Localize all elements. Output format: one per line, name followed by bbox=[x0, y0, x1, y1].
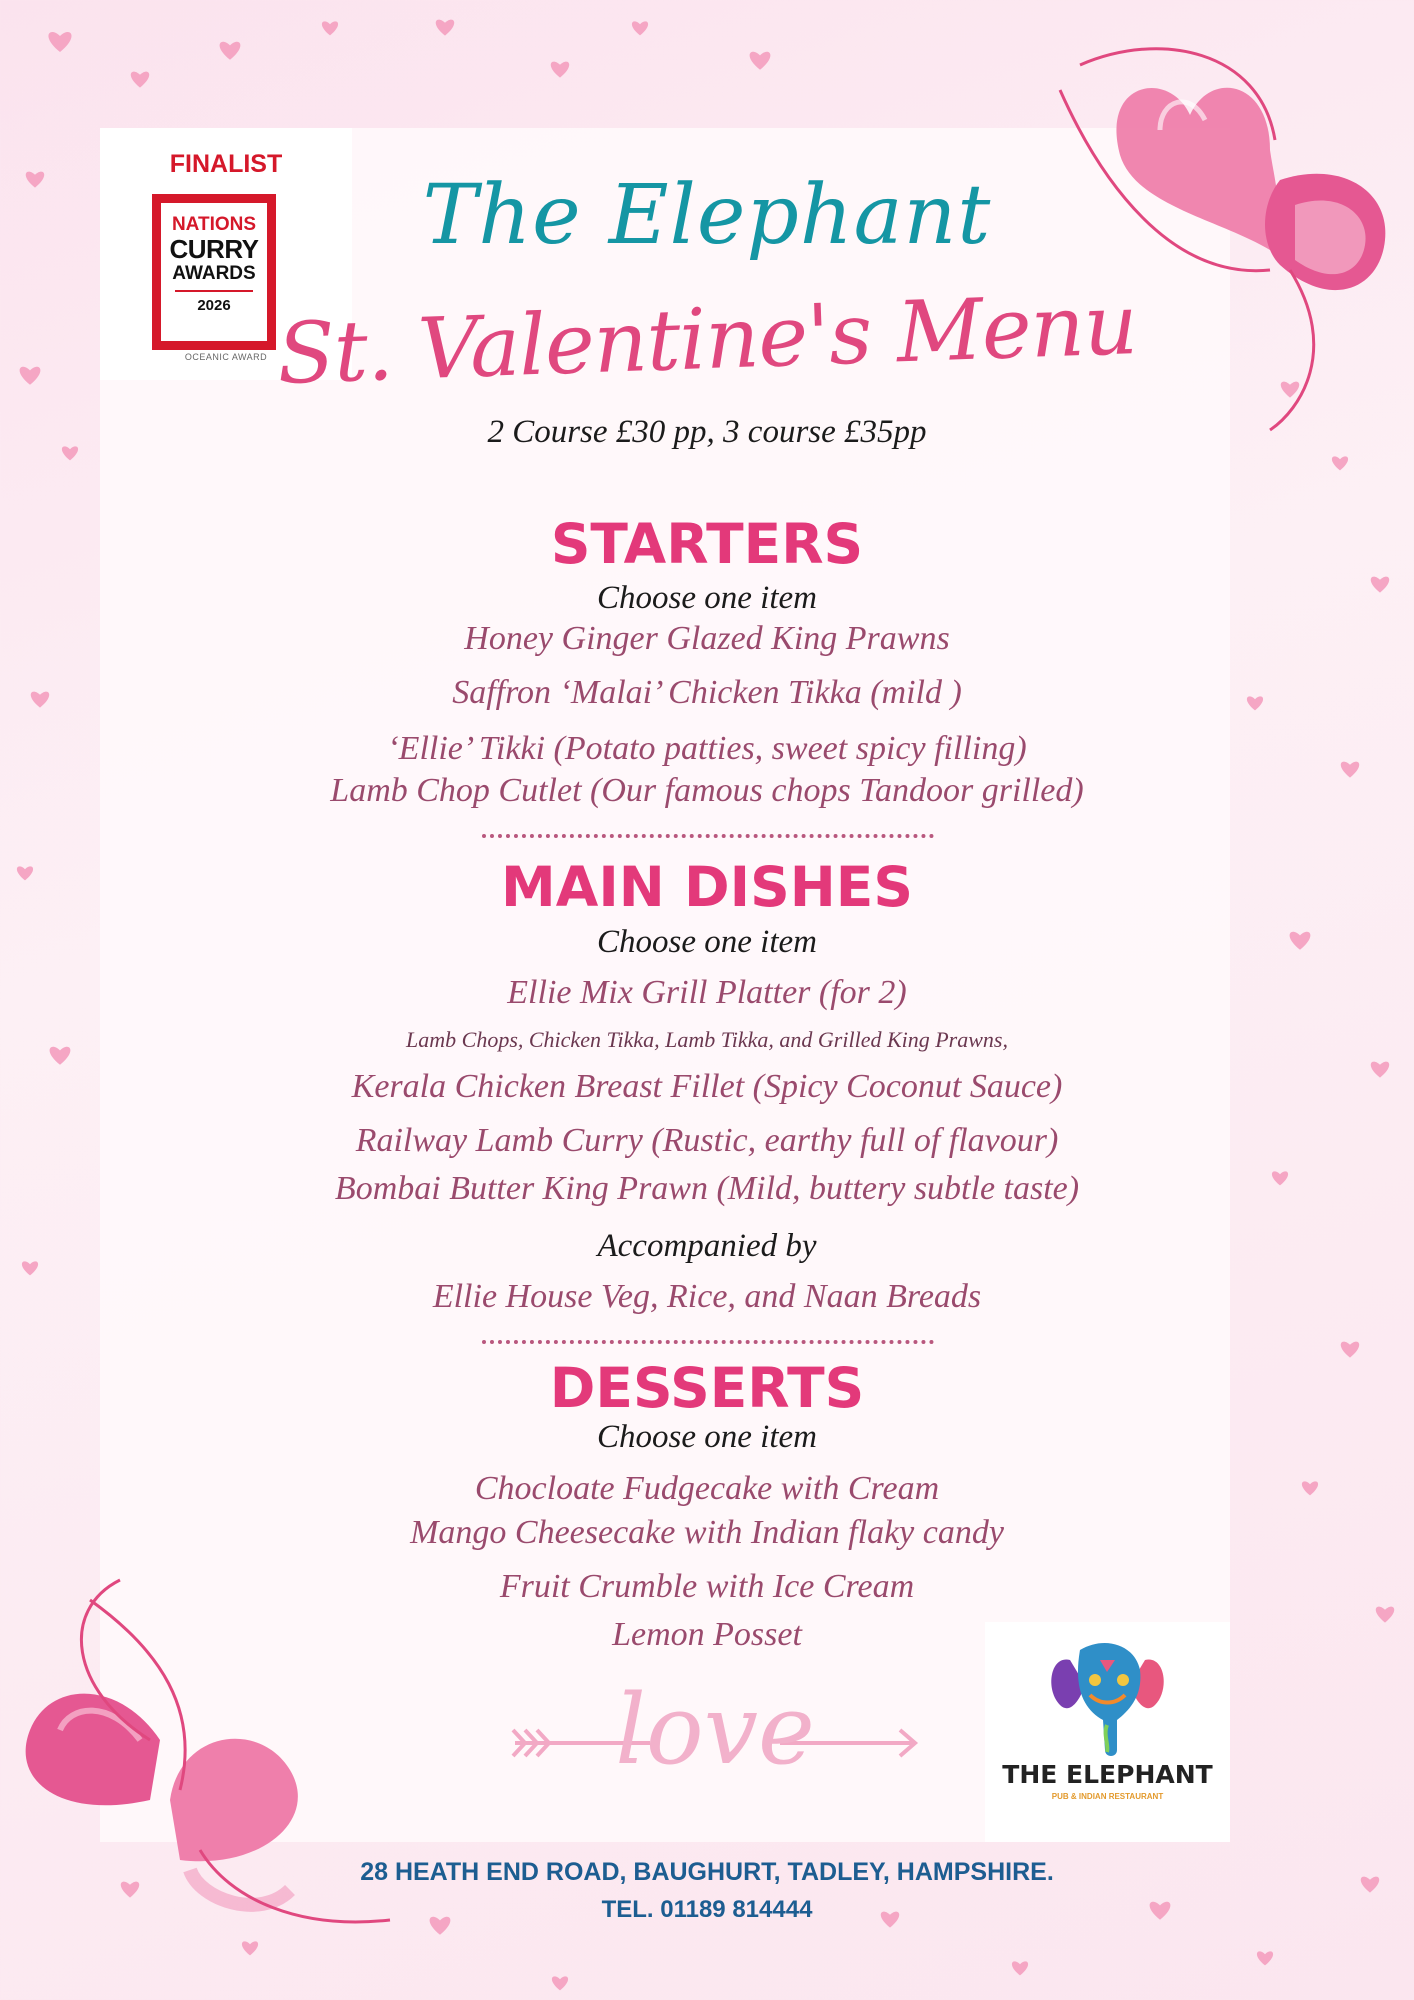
restaurant-title: The Elephant bbox=[422, 168, 992, 263]
desserts-heading: DESSERTS bbox=[549, 1356, 865, 1420]
award-year: 2026 bbox=[197, 297, 231, 314]
starters-heading: STARTERS bbox=[550, 512, 864, 576]
starter-item: ‘Ellie’ Tikki (Potato patties, sweet spicy filling) bbox=[387, 730, 1027, 767]
finalist-label: FINALIST bbox=[169, 150, 283, 178]
desserts-choose-label: Choose one item bbox=[597, 1419, 817, 1455]
mains-choose-label: Choose one item bbox=[597, 924, 817, 960]
main-item: Railway Lamb Curry (Rustic, earthy full of flavour) bbox=[355, 1122, 1059, 1159]
award-line-nations: NATIONS bbox=[171, 214, 257, 235]
logo-name: THE ELEPHANT bbox=[1002, 1760, 1213, 1789]
award-line-curry: CURRY bbox=[169, 234, 259, 264]
section-divider bbox=[482, 834, 934, 838]
elephant-logo-icon bbox=[1045, 1640, 1170, 1760]
restaurant-logo bbox=[985, 1622, 1230, 1842]
accompaniment-item: Ellie House Veg, Rice, and Naan Breads bbox=[432, 1278, 982, 1315]
starters-choose-label: Choose one item bbox=[597, 580, 817, 616]
starter-item: Honey Ginger Glazed King Prawns bbox=[464, 620, 950, 657]
dessert-item: Fruit Crumble with Ice Cream bbox=[499, 1568, 915, 1605]
love-arrow-decoration bbox=[505, 1668, 925, 1788]
award-line-awards: AWARDS bbox=[172, 263, 256, 284]
main-item: Bombai Butter King Prawn (Mild, buttery subtle taste) bbox=[334, 1170, 1080, 1207]
award-sponsor: OCEANIC AWARD bbox=[184, 352, 268, 362]
dessert-item: Chocloate Fudgecake with Cream bbox=[474, 1470, 940, 1507]
dessert-item: Mango Cheesecake with Indian flaky candy bbox=[410, 1514, 1004, 1551]
menu-subtitle: St. Valentine's Menu bbox=[275, 275, 1139, 403]
mains-heading: MAIN DISHES bbox=[501, 855, 913, 919]
dessert-item: Lemon Posset bbox=[612, 1616, 802, 1653]
accompanied-label: Accompanied by bbox=[597, 1228, 817, 1264]
main-item: Kerala Chicken Breast Fillet (Spicy Coconut Sauce) bbox=[351, 1068, 1063, 1105]
love-word: love bbox=[615, 1674, 815, 1786]
main-item-description: Lamb Chops, Chicken Tikka, Lamb Tikka, and Grilled King Prawns, bbox=[406, 1027, 1008, 1052]
award-divider bbox=[175, 290, 253, 292]
menu-price: 2 Course £30 pp, 3 course £35pp bbox=[487, 414, 927, 450]
restaurant-phone: TEL. 01189 814444 bbox=[601, 1896, 813, 1923]
main-item: Ellie Mix Grill Platter (for 2) bbox=[507, 974, 907, 1011]
restaurant-address: 28 HEATH END ROAD, BAUGHURT, TADLEY, HAMPSHIRE. bbox=[360, 1858, 1054, 1886]
starter-item: Saffron ‘Malai’ Chicken Tikka (mild ) bbox=[452, 674, 962, 711]
logo-tagline: PUB & INDIAN RESTAURANT bbox=[1051, 1792, 1164, 1801]
section-divider bbox=[482, 1340, 934, 1344]
starter-item: Lamb Chop Cutlet (Our famous chops Tandoor grilled) bbox=[330, 772, 1084, 809]
